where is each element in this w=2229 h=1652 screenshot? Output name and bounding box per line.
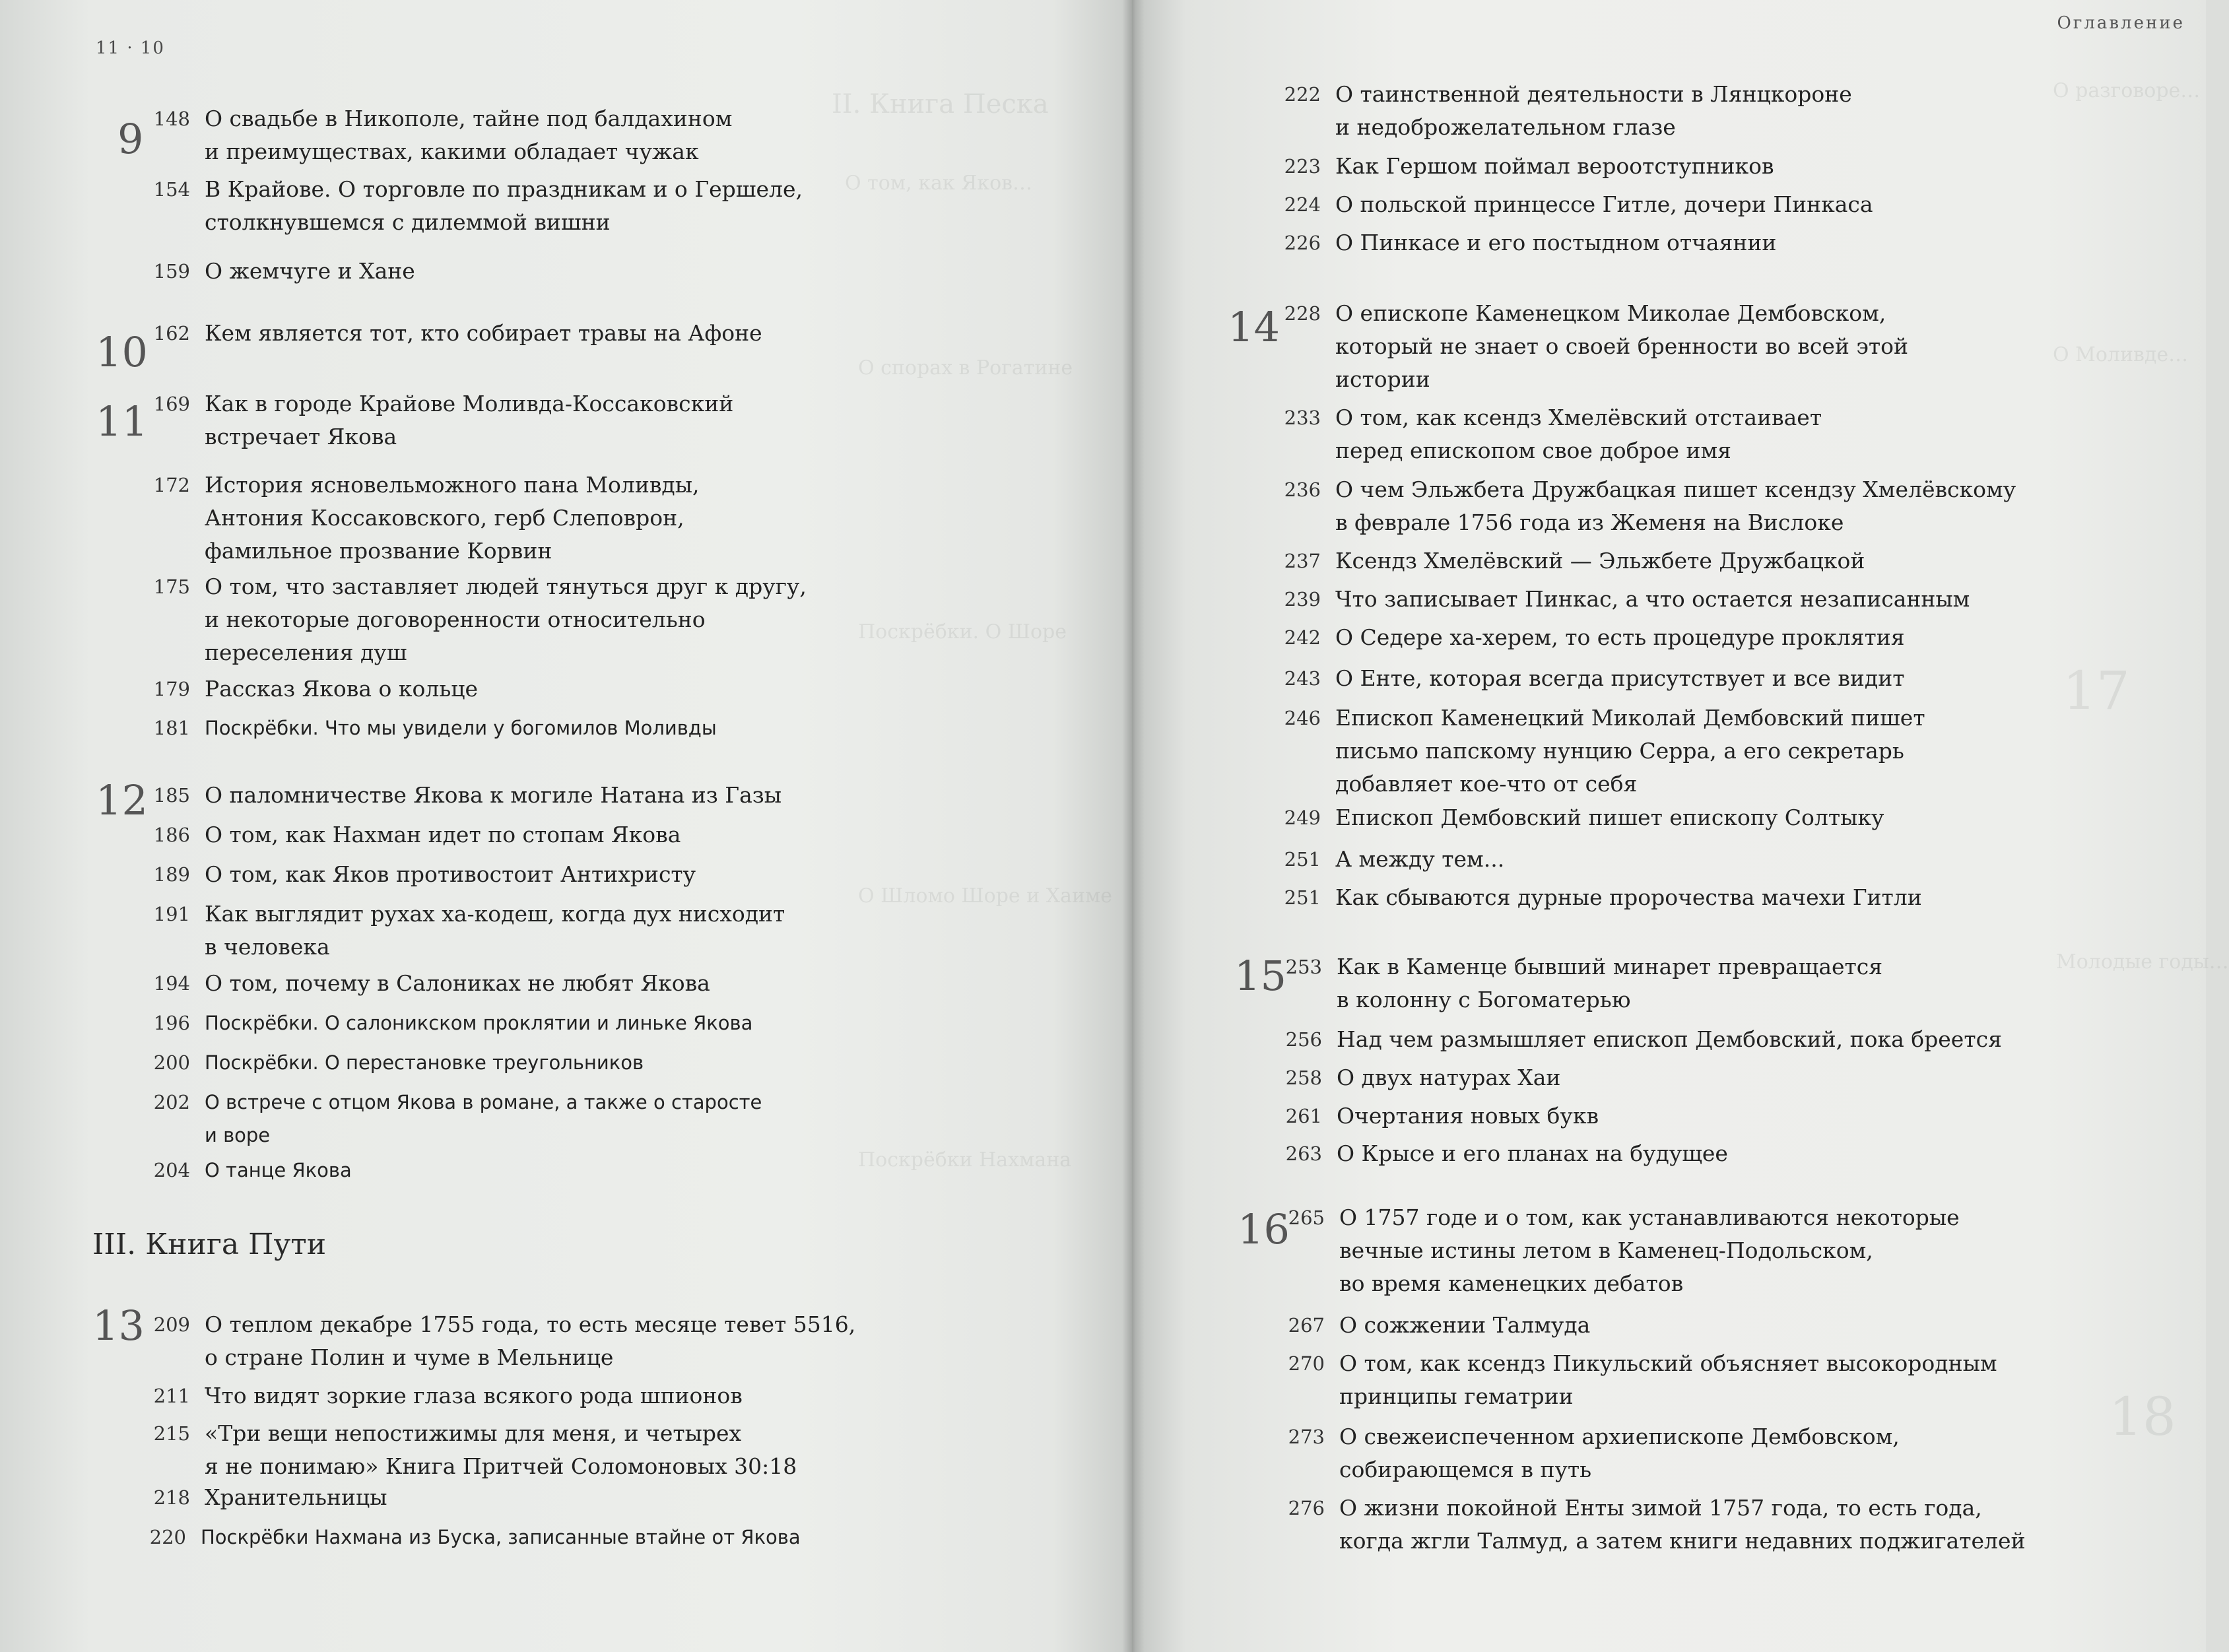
entry-page: 228 xyxy=(1284,302,1321,325)
entry-title: Поскрёбки. О салоникском проклятии и линьке Якова xyxy=(205,1012,753,1034)
show-through-text: О Моливде… xyxy=(2053,343,2189,366)
book-gutter xyxy=(1122,0,1145,1652)
entry-page: 204 xyxy=(153,1159,190,1181)
chapter-number: 9 xyxy=(117,115,144,163)
entry-title: О том, как Нахман идет по стопам Якова xyxy=(205,822,681,847)
toc-entry[interactable] xyxy=(1284,226,1776,259)
entry-page: 261 xyxy=(1285,1105,1322,1127)
toc-entry[interactable] xyxy=(1284,621,1905,654)
toc-entry[interactable] xyxy=(1285,1137,1728,1170)
entry-page: 243 xyxy=(1284,667,1321,690)
entry-page: 179 xyxy=(153,678,190,700)
toc-entry[interactable] xyxy=(153,818,681,851)
entry-page: 258 xyxy=(1285,1067,1322,1089)
entry-page: 249 xyxy=(1284,807,1321,829)
entry-title: О свежеиспеченном архиепископе Дембовском, собирающемся в путь xyxy=(1339,1424,1900,1482)
toc-entry[interactable] xyxy=(153,1481,387,1514)
entry-page: 237 xyxy=(1284,550,1321,572)
show-through-text: Молодые годы… xyxy=(2056,950,2229,974)
entry-title: О чем Эльжбета Дружбацкая пишет ксендзу Хмелёвскому в феврале 1756 года из Жеменя на Вислоке xyxy=(1335,477,2016,535)
entry-page: 253 xyxy=(1285,956,1322,978)
entry-page: 172 xyxy=(153,474,190,496)
entry-title: Рассказ Якова о кольце xyxy=(205,676,479,702)
toc-entry[interactable] xyxy=(153,898,785,964)
entry-page: 148 xyxy=(153,108,190,130)
entry-title: Как в Каменце бывший минарет превращается в колонну с Богоматерью xyxy=(1337,954,1883,1012)
entry-title: Поскрёбки. Что мы увидели у богомилов Моливды xyxy=(205,717,717,739)
entry-page: 239 xyxy=(1284,588,1321,611)
toc-entry[interactable] xyxy=(1285,1023,2002,1056)
toc-entry[interactable] xyxy=(1284,473,2016,539)
toc-entry[interactable] xyxy=(153,1308,855,1374)
toc-entry[interactable] xyxy=(1284,801,1884,834)
toc-entry[interactable] xyxy=(153,469,700,568)
entry-title: О 1757 годе и о том, как устанавливаются некоторые вечные истины летом в Каменец-Подольском, во время каменецких дебатов xyxy=(1339,1205,1960,1296)
entry-title: О танце Якова xyxy=(205,1159,352,1181)
entry-title: О Крысе и его планах на будущее xyxy=(1337,1140,1728,1166)
toc-entry[interactable] xyxy=(153,317,762,350)
toc-entry[interactable] xyxy=(153,1086,762,1152)
toc-entry[interactable] xyxy=(153,858,696,891)
show-through-text: Поскрёбки Нахмана xyxy=(858,1148,1072,1172)
entry-title: О Седере ха-херем, то есть процедуре проклятия xyxy=(1335,624,1905,650)
chapter-number: 14 xyxy=(1228,303,1280,351)
entry-title: Что видят зоркие глаза всякого рода шпионов xyxy=(205,1383,743,1408)
toc-entry[interactable] xyxy=(153,1007,752,1040)
show-through-text: II. Книга Песка xyxy=(832,89,1049,119)
toc-entry[interactable] xyxy=(153,779,782,812)
entry-page: 265 xyxy=(1288,1206,1325,1229)
chapter-number: 10 xyxy=(96,328,148,376)
section-heading: III. Книга Пути xyxy=(92,1228,327,1261)
toc-entry[interactable] xyxy=(153,1046,644,1079)
entry-page: 233 xyxy=(1284,407,1321,429)
entry-title: В Крайове. О торговле по праздникам и о Гершеле, столкнувшемся с дилеммой вишни xyxy=(205,176,803,235)
running-head: Оглавление xyxy=(2057,13,2185,33)
entry-title: О епископе Каменецком Миколае Дембовском, который не знает о своей бренности во всей этой истории xyxy=(1335,300,1908,392)
show-through-text: О том, как Яков… xyxy=(845,172,1033,195)
toc-entry[interactable] xyxy=(153,387,733,453)
entry-page: 196 xyxy=(153,1012,190,1034)
toc-entry[interactable] xyxy=(1284,702,1925,801)
entry-page: 209 xyxy=(153,1313,190,1336)
entry-title: О таинственной деятельности в Лянцкороне и недоброжелательном глазе xyxy=(1335,81,1852,140)
entry-title: Как в городе Крайове Моливда-Коссаковский встречает Якова xyxy=(205,391,734,449)
entry-title: Хранительницы xyxy=(205,1484,387,1510)
chapter-number: 13 xyxy=(92,1302,145,1350)
entry-page: 159 xyxy=(153,260,190,282)
toc-entry[interactable] xyxy=(1284,78,1852,144)
toc-entry[interactable] xyxy=(1284,401,1822,467)
entry-title: Что записывает Пинкас, а что остается незаписанным xyxy=(1335,586,1970,612)
entry-title: Как сбываются дурные пророчества мачехи Гитли xyxy=(1335,884,1922,910)
entry-title: Как выглядит рухах ха-кодеш, когда дух нисходит в человека xyxy=(205,901,785,960)
entry-page: 220 xyxy=(149,1526,186,1548)
toc-entry[interactable] xyxy=(1288,1309,1590,1342)
toc-entry[interactable] xyxy=(1284,150,1774,183)
entry-title: Поскрёбки. О перестановке треугольников xyxy=(205,1051,644,1074)
entry-title: О теплом декабре 1755 года, то есть месяце тевет 5516, о стране Полин и чуме в Мельнице xyxy=(205,1311,856,1370)
toc-entry[interactable] xyxy=(1284,662,1904,695)
toc-entry[interactable] xyxy=(153,255,415,288)
entry-page: 175 xyxy=(153,576,190,598)
toc-entry[interactable] xyxy=(153,1417,797,1483)
toc-entry[interactable] xyxy=(1288,1420,1900,1486)
entry-title: О том, как ксендз Хмелёвский отстаивает перед епископом свое доброе имя xyxy=(1335,405,1822,463)
entry-title: О том, почему в Салониках не любят Якова xyxy=(205,970,710,996)
entry-page: 191 xyxy=(153,903,190,925)
right-page xyxy=(1132,0,2229,1652)
entry-page: 202 xyxy=(153,1091,190,1113)
show-through-text: 17 xyxy=(2063,660,2130,721)
entry-title: О том, как Яков противостоит Антихристу xyxy=(205,861,696,887)
toc-entry[interactable] xyxy=(1284,188,1873,221)
entry-title: Над чем размышляет епископ Дембовский, пока бреется xyxy=(1337,1026,2002,1052)
entry-page: 246 xyxy=(1284,707,1321,729)
toc-entry[interactable] xyxy=(153,967,710,1000)
show-through-text: Поскрёбки. О Шоре xyxy=(858,620,1067,644)
toc-entry[interactable] xyxy=(153,1154,352,1187)
entry-page: 154 xyxy=(153,178,190,201)
toc-entry[interactable] xyxy=(153,711,717,744)
entry-page: 222 xyxy=(1284,83,1321,106)
toc-entry[interactable] xyxy=(1288,1201,1960,1300)
chapter-number: 15 xyxy=(1234,952,1286,1000)
chapter-number: 12 xyxy=(96,776,148,824)
entry-page: 236 xyxy=(1284,479,1321,501)
entry-title: Ксендз Хмелёвский — Эльжбете Дружбацкой xyxy=(1335,548,1865,574)
entry-page: 218 xyxy=(153,1486,190,1509)
toc-entry[interactable] xyxy=(1284,297,1908,396)
entry-page: 263 xyxy=(1285,1142,1322,1165)
entry-page: 200 xyxy=(153,1051,190,1074)
entry-title: О сожжении Талмуда xyxy=(1339,1312,1591,1338)
entry-page: 226 xyxy=(1284,232,1321,254)
toc-entry[interactable] xyxy=(1288,1347,1997,1413)
show-through-text: О Шломо Шоре и Хаиме xyxy=(858,884,1113,908)
entry-title: Поскрёбки Нахмана из Буска, записанные втайне от Якова xyxy=(201,1526,801,1548)
entry-title: О свадьбе в Никополе, тайне под балдахином и преимуществах, какими обладает чужак xyxy=(205,106,733,164)
entry-title: Как Гершом поймал вероотступников xyxy=(1335,153,1774,179)
chapter-number: 11 xyxy=(96,397,148,446)
entry-title: Епископ Дембовский пишет епископу Солтыку xyxy=(1335,805,1884,830)
toc-entry[interactable] xyxy=(153,173,803,239)
chapter-number: 16 xyxy=(1238,1205,1290,1253)
toc-entry[interactable] xyxy=(153,102,732,168)
entry-title: Очертания новых букв xyxy=(1337,1103,1599,1129)
entry-title: Епископ Каменецкий Миколай Дембовский пишет письмо папскому нунцию Серра, а его секретарь добавляет кое-что от себя xyxy=(1335,705,1925,797)
toc-entry[interactable] xyxy=(1285,1061,1560,1094)
entry-page: 169 xyxy=(153,393,190,415)
entry-title: О встрече с отцом Якова в романе, а также о старосте и воре xyxy=(205,1091,762,1146)
entry-title: О польской принцессе Гитле, дочери Пинкаса xyxy=(1335,191,1873,217)
entry-page: 162 xyxy=(153,322,190,345)
entry-page: 211 xyxy=(153,1385,190,1407)
entry-title: История ясновельможного пана Моливды, Антония Коссаковского, герб Слеповрон, фамильное прозвание Корвин xyxy=(205,472,700,564)
show-through-text: О спорах в Рогатине xyxy=(858,356,1073,380)
toc-entry[interactable] xyxy=(153,570,807,669)
entry-title: О Пинкасе и его постыдном отчаянии xyxy=(1335,230,1777,255)
entry-title: О жемчуге и Хане xyxy=(205,258,415,284)
entry-page: 185 xyxy=(153,784,190,807)
entry-page: 251 xyxy=(1284,848,1321,871)
toc-entry[interactable] xyxy=(1284,545,1865,578)
entry-page: 270 xyxy=(1288,1352,1325,1375)
entry-title: А между тем... xyxy=(1335,846,1505,872)
toc-entry[interactable] xyxy=(1285,950,1882,1016)
entry-title: О том, как ксендз Пикульский объясняет высокородным принципы гематрии xyxy=(1339,1350,1997,1409)
entry-title: Кем является тот, кто собирает травы на Афоне xyxy=(205,320,762,346)
entry-title: О жизни покойной Енты зимой 1757 года, то есть года, когда жгли Талмуд, а затем книги недавних поджигателей xyxy=(1339,1495,2026,1554)
toc-entry[interactable] xyxy=(153,1379,743,1412)
toc-entry[interactable] xyxy=(1284,583,1970,616)
page-numbers: 11 · 10 xyxy=(96,38,165,58)
entry-page: 251 xyxy=(1284,886,1321,909)
toc-entry[interactable] xyxy=(149,1521,801,1554)
entry-title: О двух натурах Хаи xyxy=(1337,1065,1561,1090)
toc-entry[interactable] xyxy=(1288,1492,2026,1558)
entry-page: 186 xyxy=(153,824,190,846)
show-through-text: О разговоре… xyxy=(2053,79,2201,102)
entry-page: 223 xyxy=(1284,155,1321,178)
entry-title: «Три вещи непостижимы для меня, и четырех я не понимаю» Книга Притчей Соломоновых 30:18 xyxy=(205,1420,797,1479)
entry-title: О том, что заставляет людей тянуться друг к другу, и некоторые договоренности относительно переселения душ xyxy=(205,574,807,665)
toc-entry[interactable] xyxy=(153,673,478,706)
entry-page: 181 xyxy=(153,717,190,739)
entry-page: 276 xyxy=(1288,1497,1325,1519)
entry-page: 189 xyxy=(153,863,190,886)
entry-page: 267 xyxy=(1288,1314,1325,1337)
toc-entry[interactable] xyxy=(1285,1100,1599,1133)
show-through-text: 18 xyxy=(2109,1386,2176,1447)
entry-title: О паломничестве Якова к могиле Натана из Газы xyxy=(205,782,782,808)
entry-page: 256 xyxy=(1285,1028,1322,1051)
entry-page: 273 xyxy=(1288,1426,1325,1448)
entry-page: 242 xyxy=(1284,626,1321,649)
entry-page: 215 xyxy=(153,1422,190,1445)
entry-page: 194 xyxy=(153,972,190,995)
toc-entry[interactable] xyxy=(1284,843,1504,876)
toc-entry[interactable] xyxy=(1284,881,1922,914)
entry-title: О Енте, которая всегда присутствует и все видит xyxy=(1335,665,1905,691)
entry-page: 224 xyxy=(1284,193,1321,216)
